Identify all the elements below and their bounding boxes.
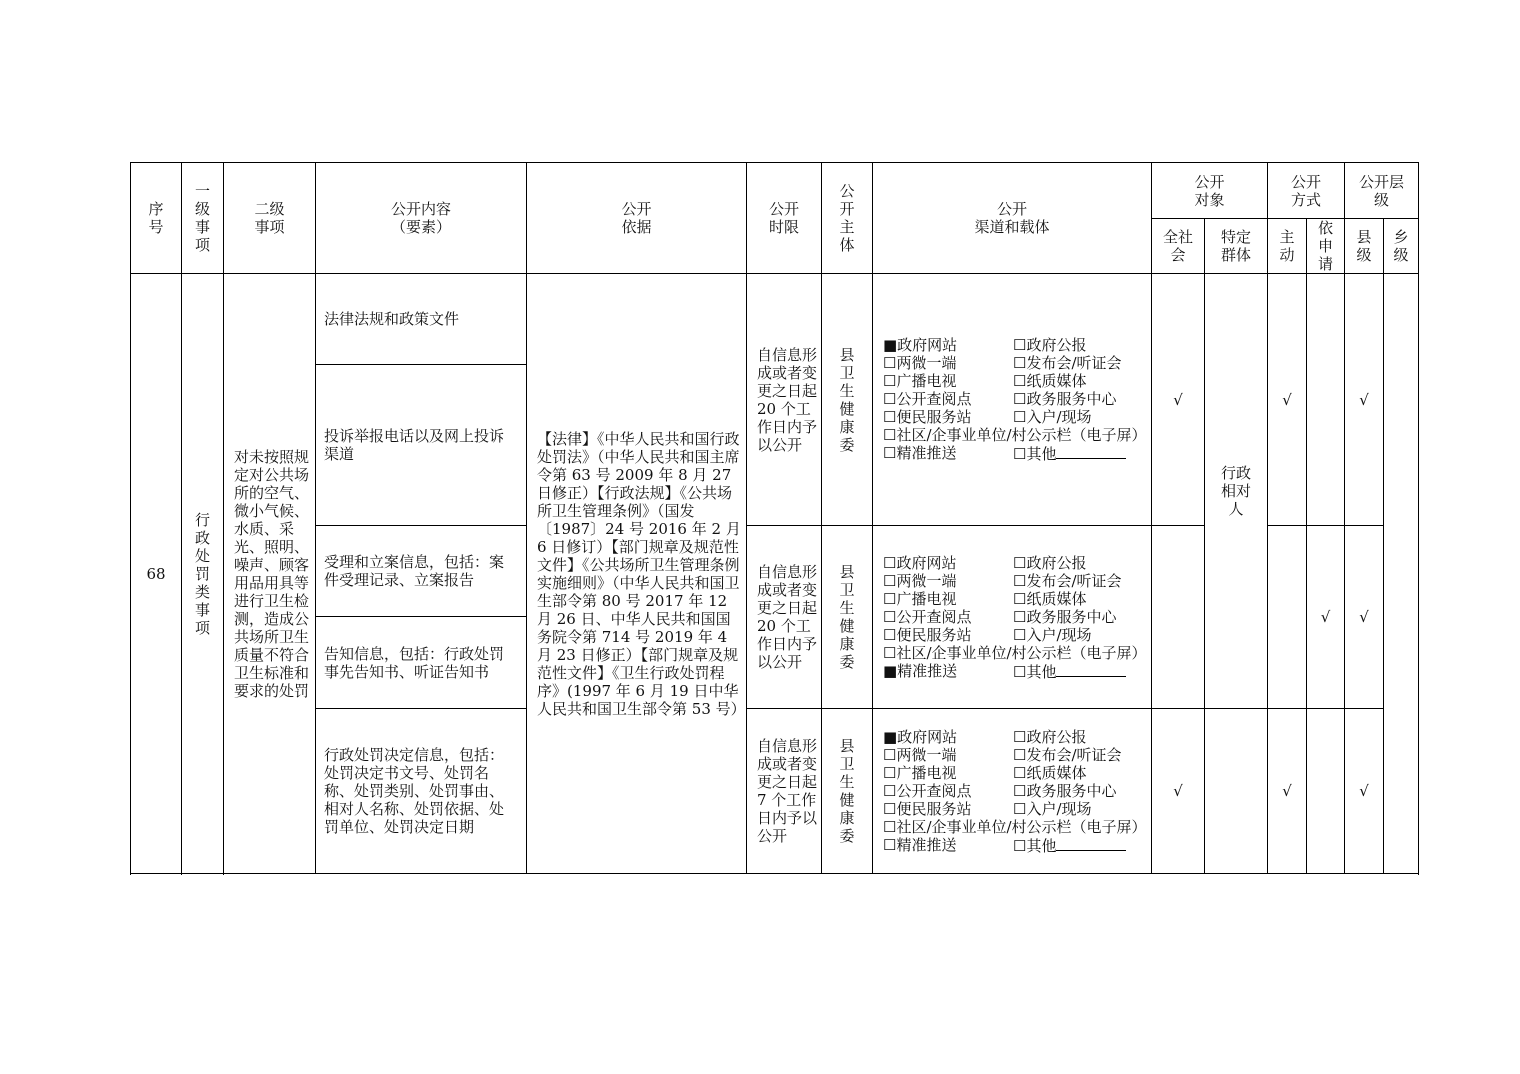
header-level-county: 县级 <box>1345 219 1384 274</box>
row-level2: 对未按照规定对公共场所的空气、微小气候、水质、采光、照明、噪声、顾客用品用具等进行卫生检测，造成公共场所卫生质量不符合卫生标准和要求的处罚 <box>224 274 316 874</box>
channel-push: ☐精准推送 <box>883 444 957 462</box>
content-item-notice: 告知信息，包括：行政处罚事先告知书、听证告知书 <box>316 617 527 709</box>
other-blank-line <box>1056 836 1126 851</box>
group3-target-specific <box>1205 709 1268 874</box>
group2-channels <box>873 526 1152 709</box>
header-deadline-line1: 公开 <box>768 200 799 218</box>
header-content <box>316 163 527 274</box>
channel-gov-gazette: ☐政府公报 <box>1013 336 1087 354</box>
header-seq: 序号 <box>131 163 182 274</box>
channel-reading: ☐公开查阅点 <box>883 607 972 626</box>
group1-level-county: √ <box>1345 274 1384 526</box>
header-level <box>1345 163 1419 219</box>
header-basis-line2: 依据 <box>621 218 652 236</box>
header-deadline-line2: 时限 <box>768 218 799 236</box>
channel-service-center: ☐政务服务中心 <box>1013 781 1117 800</box>
header-content-line2: （要素） <box>390 218 451 236</box>
target-specific-cell: 行政相对人 <box>1205 274 1268 709</box>
channel-gov-gazette: ☐政府公报 <box>1013 553 1087 572</box>
row-basis: 【法律】《中华人民共和国行政处罚法》（中华人民共和国主席令第 63 号 2009 年 8 月 27 日修正）【行政法规】《公共场所卫生管理条例》（国发〔1987〕24 号 2016 年 2 月 6 日修订）【部门规章及规范性文件】《公共场所卫生管理条例实施细则》（中华人民共和国卫生部令第 80 号 2017 年 12 月 26 日、中华人民共和国国务院令第 714 号 2019 年 4 月 23 日修正）【部门规章及规范性文件】《卫生行政处罚程序》(1997 年 6 月 19 日中华人民共和国卫生部令第 53 号） <box>527 274 747 874</box>
header-level-town: 乡级 <box>1384 219 1419 274</box>
channel-station: ☐便民服务站 <box>883 799 972 818</box>
group1-target-all: √ <box>1152 274 1205 526</box>
header-target-specific: 特定群体 <box>1205 219 1268 274</box>
header-mode-active: 主动 <box>1268 219 1307 274</box>
channel-other: ☐其他 <box>1013 445 1057 463</box>
header-deadline <box>747 163 822 274</box>
channel-paper: ☐纸质媒体 <box>1013 763 1087 782</box>
channel-board: ☐社区/企事业单位/村公示栏（电子屏） <box>883 643 1147 662</box>
group2-subject: 县卫生健康委 <box>822 526 873 709</box>
header-level-line2: 级 <box>1374 190 1390 209</box>
header-target-all: 全社会 <box>1152 219 1205 274</box>
content-item-complaint: 投诉举报电话以及网上投诉渠道 <box>316 365 527 526</box>
group1-subject: 县卫生健康委 <box>822 274 873 526</box>
group1-mode-apply <box>1307 274 1345 526</box>
channel-push: ☐精准推送 <box>883 835 957 854</box>
channel-reading: ☐公开查阅点 <box>883 390 972 408</box>
header-level-line1: 公开层 <box>1359 172 1405 191</box>
header-level1: 一级事项 <box>182 163 224 274</box>
header-mode-line1: 公开 <box>1291 172 1322 191</box>
channel-station: ☐便民服务站 <box>883 625 972 644</box>
group2-deadline: 自信息形成或者变更之日起 20 个工作日内予以公开 <box>747 526 822 709</box>
channel-two-micro: ☐两微一端 <box>883 571 957 590</box>
header-subject: 公开主体 <box>822 163 873 274</box>
group3-channels <box>873 709 1152 874</box>
channel-tv: ☐广播电视 <box>883 589 957 608</box>
channel-service-center: ☐政务服务中心 <box>1013 390 1117 408</box>
content-item-acceptance: 受理和立案信息，包括：案件受理记录、立案报告 <box>316 526 527 617</box>
group2-level-county: √ <box>1345 526 1384 709</box>
group3-mode-apply <box>1307 709 1345 874</box>
channel-station: ☐便民服务站 <box>883 408 972 426</box>
header-channel-line2: 渠道和载体 <box>974 218 1050 236</box>
group2-target-all <box>1152 526 1205 709</box>
header-channel <box>873 163 1152 274</box>
group1-mode-active: √ <box>1268 274 1307 526</box>
channel-two-micro: ☐两微一端 <box>883 354 957 372</box>
channel-paper: ☐纸质媒体 <box>1013 589 1087 608</box>
header-target <box>1152 163 1268 219</box>
channel-reading: ☐公开查阅点 <box>883 781 972 800</box>
other-blank-line <box>1056 444 1126 459</box>
group1-deadline: 自信息形成或者变更之日起 20 个工作日内予以公开 <box>747 274 822 526</box>
header-mode-apply: 依申请 <box>1307 219 1345 274</box>
header-mode <box>1268 163 1345 219</box>
group2-mode-apply: √ <box>1307 526 1345 709</box>
header-basis-line1: 公开 <box>621 200 652 218</box>
channel-press: ☐发布会/听证会 <box>1013 571 1122 590</box>
channel-press: ☐发布会/听证会 <box>1013 354 1122 372</box>
channel-board: ☐社区/企事业单位/村公示栏（电子屏） <box>883 817 1147 836</box>
group3-target-all: √ <box>1152 709 1205 874</box>
channel-onsite: ☐入户/现场 <box>1013 799 1092 818</box>
header-content-line1: 公开内容 <box>390 200 451 218</box>
channel-onsite: ☐入户/现场 <box>1013 625 1092 644</box>
header-target-line2: 对象 <box>1194 190 1225 209</box>
content-item-decision: 行政处罚决定信息，包括：处罚决定书文号、处罚名称、处罚类别、处罚事由、相对人名称、处罚依据、处罚单位、处罚决定日期 <box>316 709 527 874</box>
channel-push: ■精准推送 <box>883 661 958 680</box>
disclosure-table <box>130 162 1419 874</box>
other-blank-line <box>1056 662 1126 677</box>
group1-channels <box>873 274 1152 526</box>
channel-tv: ☐广播电视 <box>883 763 957 782</box>
channel-press: ☐发布会/听证会 <box>1013 745 1122 764</box>
channel-gov-site: ■政府网站 <box>883 727 958 746</box>
channel-tv: ☐广播电视 <box>883 372 957 390</box>
group3-deadline: 自信息形成或者变更之日起 7 个工作日内予以公开 <box>747 709 822 874</box>
channel-other: ☐其他 <box>1013 662 1057 681</box>
channel-gov-gazette: ☐政府公报 <box>1013 727 1087 746</box>
header-mode-line2: 方式 <box>1291 190 1322 209</box>
channel-two-micro: ☐两微一端 <box>883 745 957 764</box>
channel-onsite: ☐入户/现场 <box>1013 408 1092 426</box>
group3-mode-active: √ <box>1268 709 1307 874</box>
group3-subject: 县卫生健康委 <box>822 709 873 874</box>
channel-service-center: ☐政务服务中心 <box>1013 607 1117 626</box>
content-item-laws: 法律法规和政策文件 <box>316 274 527 365</box>
channel-gov-site: ☐政府网站 <box>883 553 957 572</box>
channel-board: ☐社区/企事业单位/村公示栏（电子屏） <box>883 426 1147 444</box>
group2-mode-active <box>1268 526 1307 709</box>
row-level1: 行政处罚类事项 <box>182 274 224 874</box>
header-channel-line1: 公开 <box>996 200 1027 218</box>
header-target-line1: 公开 <box>1194 172 1225 191</box>
channel-gov-site: ■政府网站 <box>883 336 958 354</box>
header-basis <box>527 163 747 274</box>
channel-paper: ☐纸质媒体 <box>1013 372 1087 390</box>
group3-level-county: √ <box>1345 709 1384 874</box>
level-town-cell <box>1384 274 1419 874</box>
channel-other: ☐其他 <box>1013 836 1057 855</box>
row-seq: 68 <box>131 274 182 874</box>
header-level2: 二级事项 <box>224 163 316 274</box>
